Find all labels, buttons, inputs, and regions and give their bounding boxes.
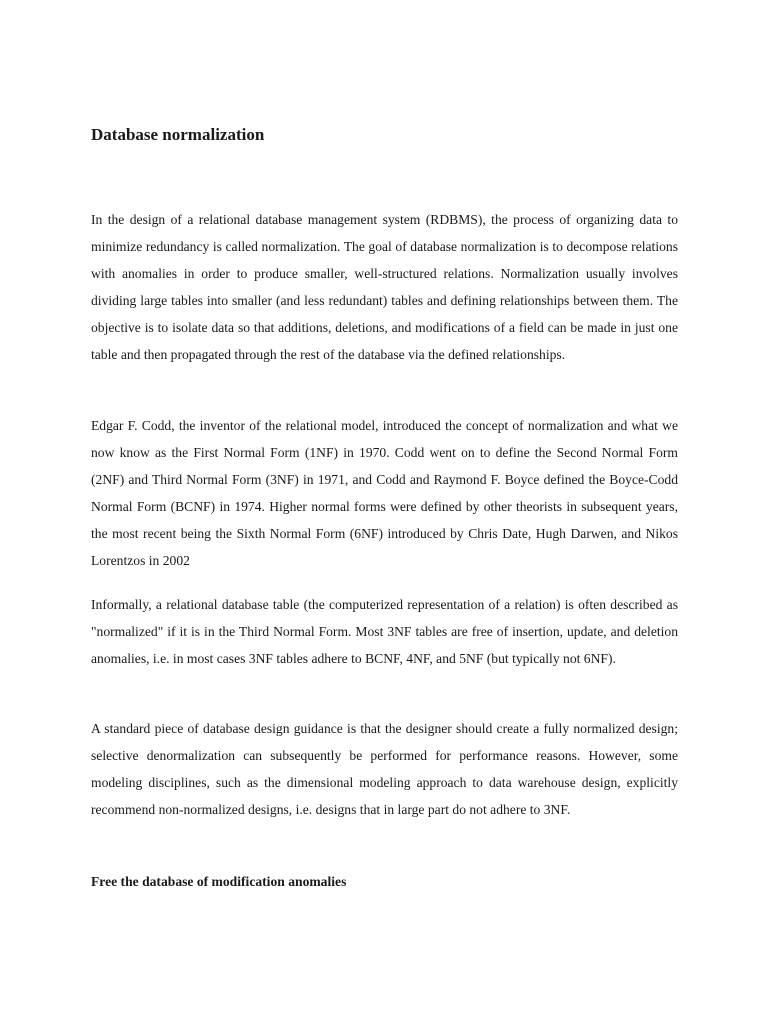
paragraph-third-normal-form: Informally, a relational database table (the computerized representation of a relation) is often described as "normalized" if it is in the Third Normal Form. Most 3NF tables are free of insertion, update, and deletion anomalies, i.e. in most cases 3NF tables adhere to BCNF, 4NF, and 5NF (but typically not 6NF). bbox=[91, 597, 678, 666]
document-title: Database normalization bbox=[91, 125, 265, 144]
paragraph-codd-history: Edgar F. Codd, the inventor of the relational model, introduced the concept of normalization and what we now know as the First Normal Form (1NF) in 1970. Codd went on to define the Second Normal Form (2NF) and Third Normal Form (3NF) in 1971, and Codd and Raymond F. Boyce defined the Boyce-Codd Normal Form (BCNF) in 1974. Higher normal forms were defined by other theorists in subsequent years, the most recent being the Sixth Normal Form (6NF) introduced by Chris Date, Hugh Darwen, and Nikos Lorentzos in 2002 bbox=[91, 418, 678, 568]
paragraph-rdbms-normalization: In the design of a relational database management system (RDBMS), the process of organizing data to minimize redundancy is called normalization. The goal of database normalization is to decompose relations with anomalies in order to produce smaller, well-structured relations. Normalization usually involves dividing large tables into smaller (and less redundant) tables and defining relationships between them. The objective is to isolate data so that additions, deletions, and modifications of a field can be made in just one table and then propagated through the rest of the database via the defined relationships. bbox=[91, 212, 678, 362]
section-heading: Free the database of modification anomalies bbox=[91, 874, 347, 889]
paragraph-design-guidance: A standard piece of database design guidance is that the designer should create a fully normalized design; selective denormalization can subsequently be performed for performance reasons. However, some modeling disciplines, such as the dimensional modeling approach to data warehouse design, explicitly recommend non-normalized designs, i.e. designs that in large part do not adhere to 3NF. bbox=[91, 721, 678, 817]
